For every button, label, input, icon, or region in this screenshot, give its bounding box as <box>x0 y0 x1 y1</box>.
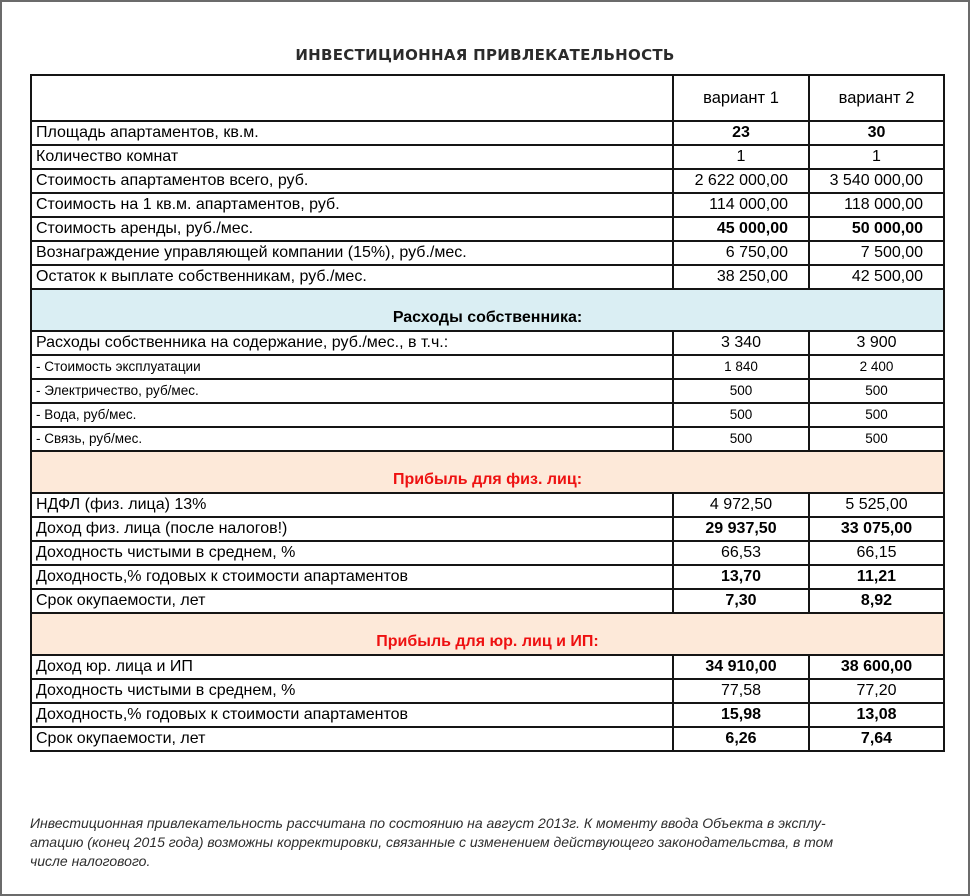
row-label: Доходность чистыми в среднем, % <box>31 679 673 703</box>
value-variant-2: 500 <box>809 427 944 451</box>
value-variant-2: 7 500,00 <box>809 241 944 265</box>
row-label: Стоимость апартаментов всего, руб. <box>31 169 673 193</box>
table-row <box>31 193 944 217</box>
value-variant-1: 29 937,50 <box>673 517 809 541</box>
value-variant-2: 66,15 <box>809 541 944 565</box>
value-variant-2: 500 <box>809 379 944 403</box>
table-row <box>31 241 944 265</box>
table-row <box>31 517 944 541</box>
value-variant-1: 45 000,00 <box>673 217 809 241</box>
value-variant-1: 114 000,00 <box>673 193 809 217</box>
value-variant-1: 34 910,00 <box>673 655 809 679</box>
value-variant-1: 4 972,50 <box>673 493 809 517</box>
section-header-individuals-profit <box>31 451 944 493</box>
row-label: Остаток к выплате собственникам, руб./мес. <box>31 265 673 289</box>
value-variant-2: 42 500,00 <box>809 265 944 289</box>
value-variant-1: 500 <box>673 427 809 451</box>
value-variant-1: 77,58 <box>673 679 809 703</box>
footnote <box>30 814 945 871</box>
table-row <box>31 427 944 451</box>
footnote-line: атацию (конец 2015 года) возможны корректировки, связанные с изменением действующего законодательства, в том <box>30 834 834 850</box>
table-row <box>31 265 944 289</box>
value-variant-2: 33 075,00 <box>809 517 944 541</box>
row-label: Количество комнат <box>31 145 673 169</box>
value-variant-1: 38 250,00 <box>673 265 809 289</box>
section-header-owner-expenses <box>31 289 944 331</box>
row-label: Стоимость на 1 кв.м. апартаментов, руб. <box>31 193 673 217</box>
table-row <box>31 727 944 751</box>
table-row <box>31 145 944 169</box>
table-row <box>31 169 944 193</box>
table-row <box>31 379 944 403</box>
header-variant-1: вариант 1 <box>673 75 809 121</box>
value-variant-1: 1 840 <box>673 355 809 379</box>
table-row <box>31 541 944 565</box>
value-variant-1: 6,26 <box>673 727 809 751</box>
value-variant-2: 50 000,00 <box>809 217 944 241</box>
value-variant-2: 13,08 <box>809 703 944 727</box>
row-label: Вознаграждение управляющей компании (15%), руб./мес. <box>31 241 673 265</box>
table-row <box>31 565 944 589</box>
value-variant-1: 7,30 <box>673 589 809 613</box>
value-variant-1: 66,53 <box>673 541 809 565</box>
table-row <box>31 121 944 145</box>
value-variant-2: 3 900 <box>809 331 944 355</box>
value-variant-2: 8,92 <box>809 589 944 613</box>
footnote-line: числе налогового. <box>30 853 151 869</box>
value-variant-2: 7,64 <box>809 727 944 751</box>
value-variant-1: 2 622 000,00 <box>673 169 809 193</box>
table-row <box>31 703 944 727</box>
row-label: - Связь, руб/мес. <box>31 427 673 451</box>
table-row <box>31 655 944 679</box>
investment-table <box>30 74 945 752</box>
value-variant-1: 500 <box>673 403 809 427</box>
value-variant-1: 6 750,00 <box>673 241 809 265</box>
value-variant-2: 11,21 <box>809 565 944 589</box>
row-label: Доход юр. лица и ИП <box>31 655 673 679</box>
value-variant-2: 1 <box>809 145 944 169</box>
header-label-cell <box>31 75 673 121</box>
table-row <box>31 589 944 613</box>
row-label: Доходность чистыми в среднем, % <box>31 541 673 565</box>
value-variant-2: 5 525,00 <box>809 493 944 517</box>
value-variant-1: 13,70 <box>673 565 809 589</box>
table-row <box>31 217 944 241</box>
value-variant-2: 3 540 000,00 <box>809 169 944 193</box>
row-label: - Вода, руб/мес. <box>31 403 673 427</box>
row-label: Доход физ. лица (после налогов!) <box>31 517 673 541</box>
row-label: Доходность,% годовых к стоимости апартаментов <box>31 703 673 727</box>
table-row <box>31 331 944 355</box>
value-variant-2: 77,20 <box>809 679 944 703</box>
section-title: Прибыль для физ. лиц: <box>31 451 944 493</box>
value-variant-2: 500 <box>809 403 944 427</box>
table-row <box>31 679 944 703</box>
row-label: Расходы собственника на содержание, руб./мес., в т.ч.: <box>31 331 673 355</box>
value-variant-1: 1 <box>673 145 809 169</box>
table-row <box>31 493 944 517</box>
row-label: - Стоимость эксплуатации <box>31 355 673 379</box>
table-row <box>31 355 944 379</box>
row-label: Доходность,% годовых к стоимости апартаментов <box>31 565 673 589</box>
section-title: Прибыль для юр. лиц и ИП: <box>31 613 944 655</box>
row-label: Стоимость аренды, руб./мес. <box>31 217 673 241</box>
value-variant-1: 23 <box>673 121 809 145</box>
section-title: Расходы собственника: <box>31 289 944 331</box>
value-variant-2: 2 400 <box>809 355 944 379</box>
header-variant-2: вариант 2 <box>809 75 944 121</box>
row-label: - Электричество, руб/мес. <box>31 379 673 403</box>
row-label: НДФЛ (физ. лица) 13% <box>31 493 673 517</box>
footnote-line: Инвестиционная привлекательность рассчитана по состоянию на август 2013г. К моменту ввода Объекта в эксплу- <box>30 815 826 831</box>
value-variant-1: 3 340 <box>673 331 809 355</box>
value-variant-2: 38 600,00 <box>809 655 944 679</box>
section-header-legal-entities-profit <box>31 613 944 655</box>
value-variant-1: 15,98 <box>673 703 809 727</box>
page-title: ИНВЕСТИЦИОННАЯ ПРИВЛЕКАТЕЛЬНОСТЬ <box>295 46 675 64</box>
row-label: Площадь апартаментов, кв.м. <box>31 121 673 145</box>
value-variant-2: 118 000,00 <box>809 193 944 217</box>
table-header-row <box>31 75 944 121</box>
row-label: Срок окупаемости, лет <box>31 727 673 751</box>
value-variant-2: 30 <box>809 121 944 145</box>
value-variant-1: 500 <box>673 379 809 403</box>
table-row <box>31 403 944 427</box>
row-label: Срок окупаемости, лет <box>31 589 673 613</box>
